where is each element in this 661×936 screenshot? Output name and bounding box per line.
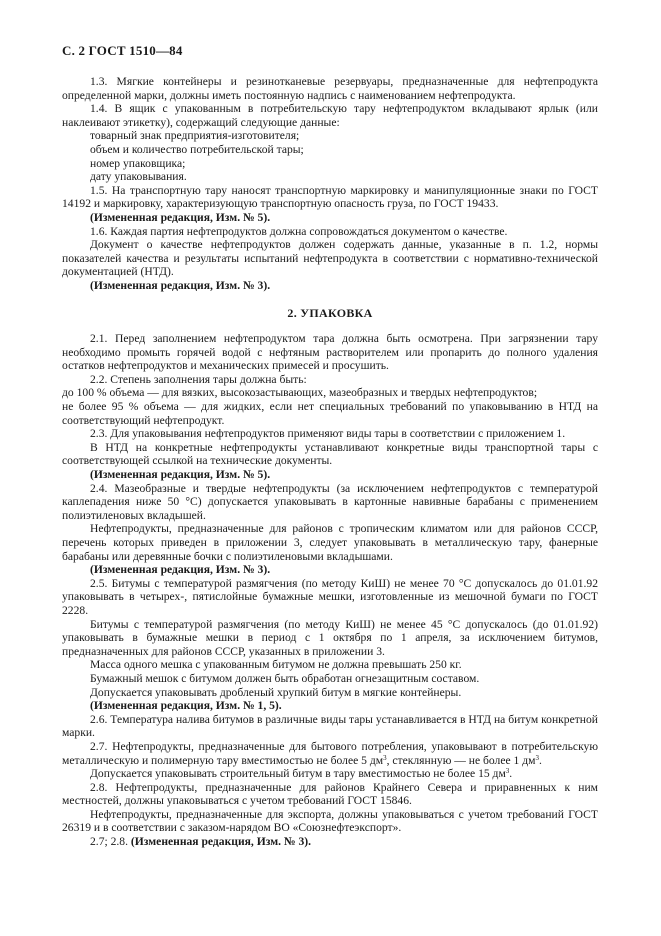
paragraph-1-3: 1.3. Мягкие контейнеры и резинотканевые резервуары, предназначенные для нефтепродукта определенной марки, должны иметь постоянную надпись с наименованием нефтепродукта. xyxy=(62,75,598,102)
superscript-3: 3 xyxy=(535,753,539,762)
paragraph-2-7-b xyxy=(62,767,598,781)
paragraph-2-1: 2.1. Перед заполнением нефтепродуктом тара должна быть осмотрена. При загрязнении тару необходимо промыть горячей водой с нефтяным растворителем или пропарить до полного удаления остатков нефтепродуктов и механических примесей и просушить. xyxy=(62,332,598,373)
list-item: объем и количество потребительской тары; xyxy=(90,142,304,156)
paragraph-1-6-quality-document: Документ о качестве нефтепродуктов должен содержать данные, указанные в п. 1.2, нормы показателей качества и результаты испытаний нефтепродукта в соответствии с нормативно-технической документацией (НТД). xyxy=(62,238,598,279)
paragraph-2-7-b-text: . xyxy=(509,767,513,781)
paragraph-1-4: 1.4. В ящик с упакованным в потребительскую тару нефтепродуктом вкладывают ярлык (или наклеивают этикетку), содержащий следующие данные: xyxy=(62,102,598,129)
paragraph-2-3-b: В НТД на конкретные нефтепродукты устанавливают конкретные виды транспортной тары с соответствующей ссылкой на технические документы. xyxy=(62,440,598,468)
paragraph-2-2-b: не более 95 % объема — для жидких, если нет специальных требований по упаковыванию в НТД на соответствующий нефтепродукт. xyxy=(62,400,598,427)
paragraph-2-5-d: Бумажный мешок с битумом должен быть обработан огнезащитным составом. xyxy=(90,671,480,685)
paragraph-1-6: 1.6. Каждая партия нефтепродуктов должна сопровождаться документом о качестве. xyxy=(90,224,508,238)
paragraph-2-7 xyxy=(62,740,598,767)
paragraph-2-7-text: , стеклянную — не более 1 дм xyxy=(386,753,536,767)
amendment-note: (Измененная редакция, Изм. № 3). xyxy=(90,278,271,292)
paragraph-2-5-c: Масса одного мешка с упакованным битумом не должна превышать 250 кг. xyxy=(90,658,462,672)
amendment-note: (Измененная редакция, Изм. № 3). xyxy=(90,563,271,577)
paragraph-2-6: 2.6. Температура налива битумов в различные виды тары устанавливается в НТД на битум конкретной марки. xyxy=(62,712,598,740)
page-header: С. 2 ГОСТ 1510—84 xyxy=(62,43,183,58)
paragraph-2-7-text: . xyxy=(538,753,542,767)
section-title-packaging: 2. УПАКОВКА xyxy=(287,305,373,320)
document-body xyxy=(62,75,598,849)
paragraph-2-8: 2.8. Нефтепродукты, предназначенные для районов Крайнего Севера и приравненных к ним местностей, должны упаковываться с учетом требований ГОСТ 15846. xyxy=(62,780,598,808)
paragraph-2-5-b: Битумы с температурой размягчения (по методу КиШ) не менее 45 °С допускалось (до 01.01.92) упаковывать в бумажные мешки в период с 1 октября по 1 апреля, за исключением битумов, предназначенных для районов СССР, указанных в приложении 3. xyxy=(62,617,598,658)
paragraph-2-5-e: Допускается упаковывать дробленый хрупкий битум в мягкие контейнеры. xyxy=(90,685,462,699)
amendment-note: (Измененная редакция, Изм. № 1, 5). xyxy=(90,699,282,713)
paragraph-2-8-b: Нефтепродукты, предназначенные для экспорта, должны упаковываться с учетом требований ГОСТ 26319 и в соответствии с заказом-нарядом ВО «Союзнефтеэкспорт». xyxy=(62,807,598,835)
paragraph-2-4: 2.4. Мазеобразные и твердые нефтепродукты (за исключением нефтепродуктов с температурой каплепадения ниже 50 °С) допускается упаковывать в картонные навивные барабаны с применением полиэтиленовых вкладышей. xyxy=(62,481,598,522)
list-item: товарный знак предприятия-изготовителя; xyxy=(90,129,300,143)
amendment-note: (Измененная редакция, Изм. № 5). xyxy=(90,468,271,482)
superscript-3: 3 xyxy=(505,767,510,776)
list-item: номер упаковщика; xyxy=(90,156,186,170)
paragraph-2-4-b: Нефтепродукты, предназначенные для районов с тропическим климатом или для районов СССР, перечень которых приведен в приложении 3, следует упаковывать в металлическую тару, фанерные барабаны или деревянные бочки с полиэтиленовыми вкладышами. xyxy=(62,522,598,563)
paragraph-2-2: 2.2. Степень заполнения тары должна быть: xyxy=(90,372,307,386)
clause-reference: 2.7; 2.8. xyxy=(90,835,131,849)
paragraph-2-3: 2.3. Для упаковывания нефтепродуктов применяют виды тары в соответствии с приложением 1. xyxy=(90,427,566,441)
amendment-note: (Измененная редакция, Изм. № 3). xyxy=(130,835,311,849)
paragraph-2-7-b-text: Допускается упаковывать строительный битум в тару вместимостью не более 15 дм xyxy=(90,767,506,781)
list-item: дату упаковывания. xyxy=(90,170,187,184)
amendment-note: (Измененная редакция, Изм. № 5). xyxy=(90,210,271,224)
paragraph-2-2-a: до 100 % объема — для вязких, высокозастывающих, мазеобразных и твердых нефтепродуктов; xyxy=(62,386,538,400)
paragraph-2-7-text: 2.7. Нефтепродукты, предназначенные для бытового потребления, упаковывают в потребительскую металлическую и полимерную тару вместимостью не более 5 дм xyxy=(62,739,598,767)
superscript-3: 3 xyxy=(383,753,387,762)
paragraph-1-5: 1.5. На транспортную тару наносят транспортную маркировку и манипуляционные знаки по ГОСТ 14192 и маркировку, характеризующую транспортную опасность груза, по ГОСТ 19433. xyxy=(62,183,598,211)
paragraph-2-7-2-8-note xyxy=(62,835,598,849)
paragraph-2-5: 2.5. Битумы с температурой размягчения (по методу КиШ) не менее 70 °С допускалось до 01.01.92 упаковывать в четырех-, пятислойные бумажные мешки, изготовленные из мешочной бумаги по ГОСТ 2228. xyxy=(62,576,598,617)
